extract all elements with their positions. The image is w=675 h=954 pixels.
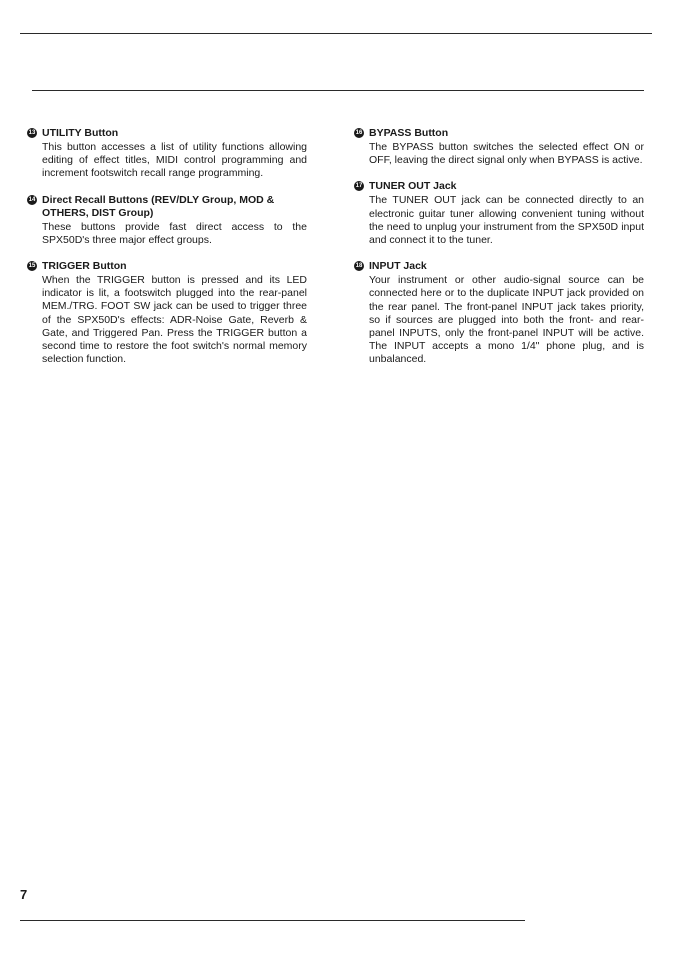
section-body: These buttons provide fast direct access to the SPX50D's three major effect groups.: [42, 220, 307, 246]
item-number-badge: 18: [355, 263, 363, 270]
section-direct-recall-buttons: [27, 194, 307, 247]
section-heading: [27, 194, 307, 220]
item-number-badge: 17: [355, 183, 363, 190]
section-title: INPUT Jack: [369, 260, 427, 273]
section-heading: [354, 260, 644, 273]
section-trigger-button: [27, 260, 307, 366]
section-heading: [354, 127, 644, 140]
section-heading: [27, 127, 307, 140]
top-rule: [20, 33, 652, 34]
section-utility-button: [27, 127, 307, 181]
item-number-badge: 15: [28, 263, 36, 270]
section-heading: [354, 180, 644, 193]
section-body: The TUNER OUT jack can be connected directly to an electronic guitar tuner allowing convenient tuning without the need to unplug your instrument from the SPX50D input and connect it to the tuner.: [369, 194, 644, 247]
section-title: TUNER OUT Jack: [369, 180, 457, 193]
section-title: UTILITY Button: [42, 127, 119, 139]
section-title: BYPASS Button: [369, 127, 449, 139]
section-body: This button accesses a list of utility functions allowing editing of effect titles, MIDI control programming and increment footswitch recall range programming.: [42, 141, 307, 180]
section-body: When the TRIGGER button is pressed and its LED indicator is lit, a footswitch plugged into the rear-panel MEM./TRG. FOOT SW jack can be used to trigger three of the SPX50D's effects: ADR-Noise Gate, Reverb & Gate, and Triggered Pan. Press the TRIGGER button a second time to restore the foot switch's normal memory selection function.: [42, 274, 307, 366]
header-rule: [32, 90, 644, 91]
section-input-jack: [354, 260, 644, 366]
bottom-rule: [20, 920, 525, 921]
item-number-badge: 13: [28, 130, 36, 136]
right-column: [354, 127, 644, 380]
section-heading: [27, 260, 307, 273]
section-title: Direct Recall Buttons (REV/DLY Group, MOD & OTHERS, DIST Group): [42, 193, 275, 219]
section-tuner-out-jack: [354, 180, 644, 247]
section-body: Your instrument or other audio-signal source can be connected here or to the duplicate INPUT jack provided on the rear panel. The front-panel INPUT jack takes priority, so if sources are plugged into both the front- and rear-panel INPUTS, only the front-panel INPUT will be active. The INPUT accepts a mono 1/4" phone plug, and is unbalanced.: [369, 274, 644, 366]
section-bypass-button: [354, 127, 644, 167]
section-body: The BYPASS button switches the selected effect ON or OFF, leaving the direct signal only when BYPASS is active.: [369, 141, 644, 167]
item-number-badge: 16: [355, 130, 363, 136]
page-number: 7: [20, 887, 28, 902]
item-number-badge: 14: [28, 196, 36, 203]
left-column: [27, 127, 307, 379]
section-title: TRIGGER Button: [42, 260, 127, 273]
